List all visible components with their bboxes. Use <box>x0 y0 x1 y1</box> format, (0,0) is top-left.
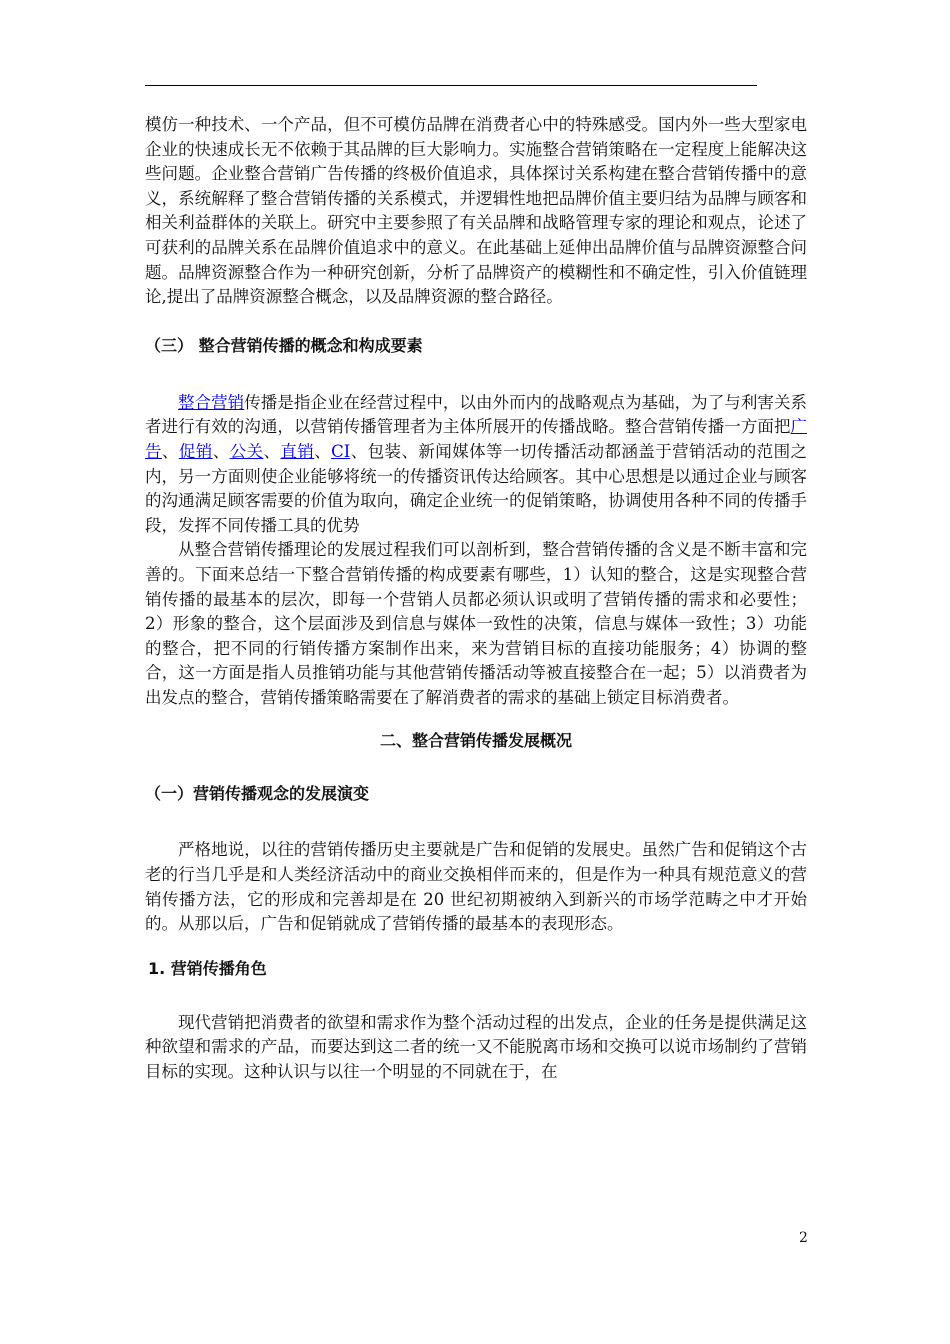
paragraph-brand-value: 模仿一种技术、一个产品，但不可模仿品牌在消费者心中的特殊感受。国内外一些大型家电企业的快速成长无不依赖于其品牌的巨大影响力。实施整合营销策略在一定程度上能解决这些问题。企业整合营销广告传播的终极价值追求，具体探讨关系构建在整合营销传播中的意义，系统解释了整合营销传播的关系模式，并逻辑性地把品牌价值主要归结为品牌与顾客和相关利益群体的关联上。研究中主要参照了有关品牌和战略管理专家的理论和观点，论述了可获利的品牌关系在品牌价值追求中的意义。在此基础上延伸出品牌价值与品牌资源整合问题。品牌资源整合作为一种研究创新，分析了品牌资产的模糊性和不确定性，引入价值链理论,提出了品牌资源整合概念，以及品牌资源的整合路径。 <box>145 115 807 307</box>
heading-marketing-role: 1. 营销传播角色 <box>148 958 267 978</box>
separator: 、 <box>212 441 230 461</box>
separator: 、 <box>263 441 281 461</box>
paragraph-imc-elements: 从整合营销传播理论的发展过程我们可以剖析到，整合营销传播的含义是不断丰富和完善的。下面来总结一下整合营销传播的构成要素有哪些，1）认知的整合，这是实现整合营销传播的最基本的层次，即每一个营销人员都必须认识或明了营销传播的需求和必要性；2）形象的整合，这个层面涉及到信息与媒体一致性的决策，信息与媒体一致性；3）功能的整合，把不同的行销传播方案制作出来，来为营销目标的直接功能服务；4）协调的整合，这一方面是指人员推销功能与其他营销传播活动等被直接整合在一起；5）以消费者为出发点的整合，营销传播策略需要在了解消费者的需求的基础上锁定目标消费者。 <box>145 540 807 707</box>
header-rule <box>145 85 757 86</box>
link-ci[interactable]: CI <box>331 441 351 461</box>
link-guanggao[interactable]: 广告 <box>145 417 807 461</box>
paragraph-history: 严格地说，以往的营销传播历史主要就是广告和促销的发展史。虽然广告和促销这个古老的行当几乎是和人类经济活动中的商业交换相伴而来的，但是作为一种具有规范意义的营销传播方法，它的形成和完善却是在 20 世纪初期被纳入到新兴的市场学范畴之中才开始的。从那以后，广告和促销就成了营销传播的最基本的表现形态。 <box>145 840 807 934</box>
document-body <box>145 113 807 1085</box>
link-cuxiao[interactable]: 促销 <box>178 441 213 461</box>
link-gongguan[interactable]: 公关 <box>229 441 264 461</box>
text-run: 传播是指企业在经营过程中，以由外而内的战略观点为基础，为了与利害关系者进行有效的沟通，以营销传播管理者为主体所展开的传播战略。整合营销传播一方面把 <box>145 392 808 437</box>
link-zhixiao[interactable]: 直销 <box>280 441 315 461</box>
heading-chapter-two: 二、整合营销传播发展概况 <box>379 731 572 751</box>
text-run: 、包装、新闻媒体等一切传播活动都涵盖于营销活动的范围之内，另一方面则使企业能够将统一的传播资讯传达给顾客。其中心思想是以通过企业与顾客的沟通满足顾客需要的价值为取向，确定企业统一的促销策略，协调使用各种不同的传播手段，发挥不同传播工具的优势 <box>145 441 808 535</box>
paragraph-imc-definition <box>145 391 807 539</box>
page-number: 2 <box>799 1230 808 1246</box>
paragraph-modern-marketing: 现代营销把消费者的欲望和需求作为整个活动过程的出发点，企业的任务是提供满足这种欲望和需求的产品，而要达到这二者的统一又不能脱离市场和交换可以说市场制约了营销目标的实现。这种认识与以往一个明显的不同就在于，在 <box>145 1012 807 1082</box>
link-zhenghe-yingxiao[interactable]: 整合营销 <box>178 392 245 412</box>
separator: 、 <box>314 441 332 461</box>
heading-subsection-one: （一）营销传播观念的发展演变 <box>145 784 370 804</box>
separator: 、 <box>161 441 179 461</box>
heading-section-three: （三） 整合营销传播的概念和构成要素 <box>145 335 423 355</box>
